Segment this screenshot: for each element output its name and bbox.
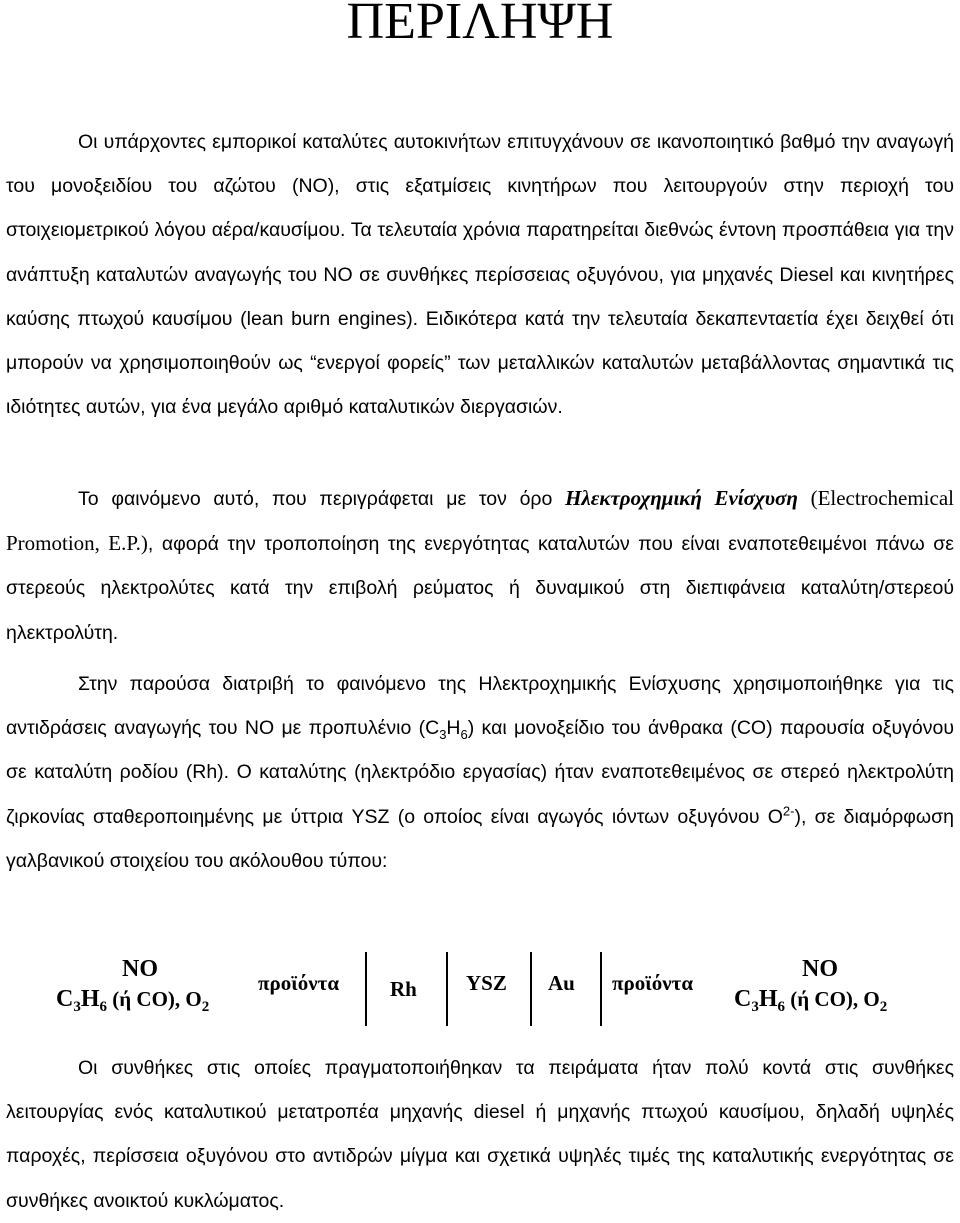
propylene-subscript-3: 3 [439,727,447,743]
cell-right-no-text: NO [802,956,838,982]
cell-right-feed [734,986,888,1016]
cell-products-left: προϊόντα [258,971,340,995]
cell-left-sub3: 3 [73,999,81,1016]
cell-left-no-text: NO [122,956,158,982]
cell-au: Au [548,971,575,995]
cell-left-rest: (ή CO), O [107,987,202,1011]
term-electrochemical-promotion: Ηλεκτροχημική Ενίσχυση [565,486,798,510]
cell-right-sub6: 6 [777,999,786,1016]
cell-right-no [802,956,838,982]
cell-divider-3 [530,952,532,1026]
paragraph-3-text-d: ), σε διαμόρφωση γαλβανικού στοιχείου του ακόλουθου τύπου: [6,805,954,872]
paragraph-2-text-c: , αφορά την τροποποίηση της ενεργότητας καταλυτών που είναι εναποτεθειμένοι πάνω σε στερεούς ηλεκτρολύτες κατά την επιβολή ρεύματος ή δυναμικού στη διεπιφάνεια καταλύτη/στερεού ηλεκτρολύτη. [6,533,954,644]
paragraph-2-space [798,488,811,510]
cell-left-no [122,956,158,982]
cell-left-h: H [80,986,100,1012]
propylene-subscript-6: 6 [460,727,468,743]
cell-products-right: προϊόντα [612,971,694,995]
cell-rh: Rh [390,977,417,1001]
cell-left-sub2: 2 [201,999,210,1016]
cell-left-sub6: 6 [99,999,108,1016]
cell-left-c: C [56,986,74,1012]
paragraph-intro [6,120,954,429]
paragraph-3-text-b: H [446,717,461,740]
cell-right-sub3: 3 [751,999,759,1016]
paragraph-2-text-a: Το φαινόμενο αυτό, που περιγράφεται με τον όρο [78,488,566,510]
paragraph-thesis [6,662,954,883]
cell-right-sub2: 2 [879,999,888,1016]
paragraph-conditions-text: Οι συνθήκες στις οποίες πραγματοποιήθηκαν τα πειράματα ήταν πολύ κοντά στις συνθήκες λειτουργίας ενός καταλυτικού μετατροπέα μηχανής diesel ή μηχανής πτωχού καυσίμου, δηλαδή υψηλές παροχές, περίσσεια οξυγόνου στο αντιδρών μίγμα και σχετικά υψηλές τιμές της καταλυτικής ενεργότητας σε συνθήκες ανοικτού κυκλώματος. [6,1057,954,1212]
paragraph-electrochemical-promotion [6,476,954,655]
cell-right-h: H [758,986,778,1012]
paragraph-3-text-a: Στην παρούσα διατριβή το φαινόμενο της Ηλεκτροχημικής Ενίσχυσης χρησιμοποιήθηκε για τις αντιδράσεις αναγωγής του NO με προπυλένιο (C [6,673,954,740]
cell-divider-1 [365,952,367,1026]
paragraph-conditions [6,1046,954,1223]
oxygen-ion-charge: 2- [782,803,795,819]
cell-left-feed [56,986,210,1016]
paragraph-intro-text: Οι υπάρχοντες εμπορικοί καταλύτες αυτοκινήτων επιτυγχάνουν σε ικανοποιητικό βαθμό την αναγωγή του μονοξειδίου του αζώτου (NO), στις εξατμίσεις κινητήρων που λειτουργούν στην περιοχή του στοιχειομετρικού λόγου αέρα/καυσίμου. Τα τελευταία χρόνια παρατηρείται διεθνώς έντονη προσπάθεια για την ανάπτυξη καταλυτών αναγωγής του NO σε συνθήκες περίσσειας οξυγόνου, για μηχανές Diesel και κινητήρες καύσης πτωχού καυσίμου (lean burn engines). Ειδικότερα κατά την τελευταία δεκαπενταετία έχει δειχθεί ότι μπορούν να χρησιμοποιηθούν ως “ενεργοί φορείς” των μεταλλικών καταλυτών μεταβάλλοντας σημαντικά τις ιδιότητες αυτών, για ένα μεγάλο αριθμό καταλυτικών διεργασιών. [6,131,954,419]
cell-ysz: YSZ [466,971,507,995]
cell-divider-4 [600,952,602,1026]
term-english: (Electrochemical Promotion, E.P.) [6,486,954,556]
cell-right-c: C [734,986,752,1012]
cell-right-rest: (ή CO), O [785,987,880,1011]
cell-divider-2 [446,952,448,1026]
page-title: ΠΕΡΙΛΗΨΗ [346,0,614,50]
paragraph-3-text-c: ) και μονοξείδιο του άνθρακα (CO) παρουσία οξυγόνου σε καταλύτη ροδίου (Rh). Ο καταλύτης (ηλεκτρόδιο εργασίας) ήταν εναποτεθειμένος σε στερεό ηλεκτρολύτη ζιρκονίας σταθεροποιημένης με ύττρια YSZ (ο οποίος είναι αγωγός ιόντων οξυγόνου O [6,717,954,828]
